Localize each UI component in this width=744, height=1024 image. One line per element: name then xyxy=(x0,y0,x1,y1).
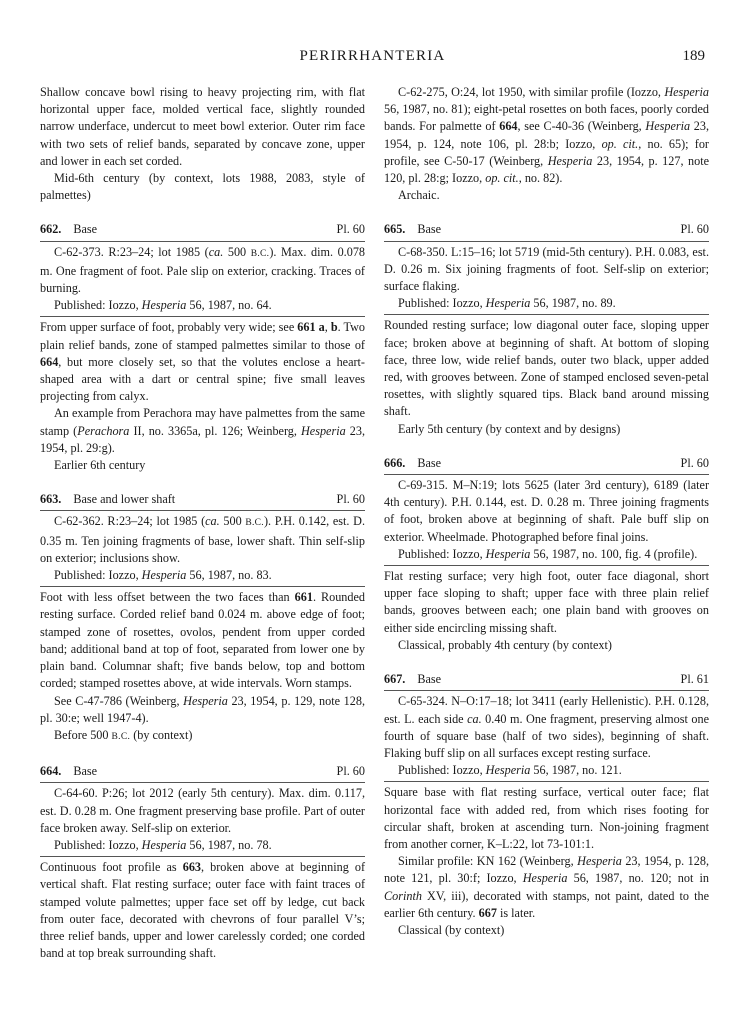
entry-heading-662 xyxy=(40,221,365,238)
description-text: Foot with less offset between the two faces than 661. Rounded resting surface. Corded relief band 0.024 m. above edge of foot; stamped zone of rosettes, ovolos, pendent from upper corded band; additional band at top of foot, separated from lower one by plain band. Columnar shaft; five bands below, top and bottom corded; stamped rosettes above, at wide intervals. Worn stamps. xyxy=(40,590,365,691)
entry-rule xyxy=(40,586,365,587)
entry-title: Base and lower shaft xyxy=(73,492,176,507)
plate-ref: Pl. 60 xyxy=(336,222,365,237)
entry-rule xyxy=(384,241,709,242)
entry-heading-663 xyxy=(40,491,365,508)
inventory-text: C-68-350. L:15–16; lot 5719 (mid-5th century). P.H. 0.083, est. D. 0.26 m. Six joining fragments of foot. Self-slip on exterior; surface flaking. xyxy=(384,244,709,294)
entry-rule xyxy=(384,690,709,691)
entry-title: Base xyxy=(417,222,442,237)
entry-heading-666 xyxy=(384,455,709,472)
entry-rule xyxy=(384,781,709,782)
entry-rule xyxy=(40,241,365,242)
description-text: Rounded resting surface; low diagonal outer face, sloping upper face; broken above at beginning of shaft. At bottom of sloping face, three low, wide relief bands, outer two black, upper added red, with grooves between. Zone of stamped enclosed seven-petal rosettes, with slightly squared tips. Black band around missing shaft. xyxy=(384,318,709,419)
date-text: Early 5th century (by context and by designs) xyxy=(398,421,621,436)
entry-title: Base xyxy=(417,455,442,470)
entry-rule xyxy=(384,565,709,566)
publication-ref: Published: Iozzo, Hesperia 56, 1987, no. 89. xyxy=(398,296,616,311)
inventory-text: C-62-362. R:23–24; lot 1985 (ca. 500 B.C.). P.H. 0.142, est. D. 0.35 m. Ten joining fragments of base, lower shaft. Thin self-slip on exterior; inclusions show. xyxy=(40,514,365,565)
inventory-text: C-65-324. N–O:17–18; lot 3411 (early Hellenistic). P.H. 0.128, est. L. each side ca. 0.40 m. One fragment, preserving almost one fourth of square base (half of two sides), beginning of shaft. Flaking buff slip on all surfaces except resting surface. xyxy=(384,694,709,760)
date-text: Classical (by context) xyxy=(398,922,505,937)
entry-heading-667 xyxy=(384,671,709,688)
entry-heading-664 xyxy=(40,763,365,780)
date-text: Archaic. xyxy=(398,188,440,203)
entry-rule xyxy=(40,510,365,511)
inventory-text: C-64-60. P:26; lot 2012 (early 5th century). Max. dim. 0.117, est. D. 0.28 m. One fragment preserving base profile. Part of outer face broken away. Self-slip on exterior. xyxy=(40,786,365,835)
inventory-text: C-62-373. R:23–24; lot 1985 (ca. 500 B.C.). Max. dim. 0.078 m. One fragment of foot. Pale slip on exterior, cracking. Traces of burning. xyxy=(40,244,366,296)
publication-ref: Published: Iozzo, Hesperia 56, 1987, no. 64. xyxy=(54,298,272,313)
publication-ref: Published: Iozzo, Hesperia 56, 1987, no. 121. xyxy=(398,763,622,778)
entry-title: Base xyxy=(417,672,442,687)
entry-title: Base xyxy=(73,764,98,779)
description-text: From upper surface of foot, probably very wide; see 661 a, b. Two plain relief bands, zone of stamped palmettes similar to those of 664, but more closely set, so that the volutes enclose a heart-shaped area with a dart or central spine; five small leaves projecting from calyx. xyxy=(40,320,365,404)
date-text: Before 500 B.C. (by context) xyxy=(54,727,193,742)
entry-number: 663. xyxy=(40,492,62,507)
continued-text: C-62-275, O:24, lot 1950, with similar profile (Iozzo, Hesperia 56, 1987, no. 81); eight-petal rosettes on both faces, poorly corded bands. For palmette of 664, see C-40-36 (Weinberg, Hesperia 23, 1954, p. 124, note 106, pl. 28:b; Iozzo, op. cit., no. 65); for profile, see C-50-17 (Weinberg, Hesperia 23, 1954, p. 127, note 120, pl. 28:g; Iozzo, op. cit., no. 82). xyxy=(384,85,710,186)
entry-number: 667. xyxy=(384,672,406,687)
entry-rule xyxy=(40,856,365,857)
entry-rule xyxy=(384,474,709,475)
page-header xyxy=(40,48,705,70)
comparison-text: An example from Perachora may have palmettes from the same stamp (Perachora II, no. 3365a, pl. 126; Weinberg, Hesperia 23, 1954, pl. 29:g). xyxy=(40,406,365,455)
see-also-text: See C-47-786 (Weinberg, Hesperia 23, 1954, p. 129, note 128, pl. 30:e; well 1947-4). xyxy=(40,693,365,725)
entry-number: 666. xyxy=(384,455,406,470)
entry-number: 665. xyxy=(384,222,406,237)
entry-heading-665 xyxy=(384,221,709,238)
page-number: 189 xyxy=(682,48,705,64)
entry-rule xyxy=(40,316,365,317)
right-column xyxy=(384,84,709,939)
similar-profile-text: Similar profile: KN 162 (Weinberg, Hesperia 23, 1954, p. 128, note 121, pl. 30:f; Iozzo, Hesperia 56, 1987, no. 120; not in Corinth XV, iii), decorated with stamps, not paint, dated to the earlier 6th century. 667 is later. xyxy=(384,854,709,920)
publication-ref: Published: Iozzo, Hesperia 56, 1987, no. 100, fig. 4 (profile). xyxy=(398,546,698,561)
entry-title: Base xyxy=(73,222,98,237)
date-text: Classical, probably 4th century (by context) xyxy=(398,637,612,652)
publication-ref: Published: Iozzo, Hesperia 56, 1987, no. 78. xyxy=(54,837,272,852)
plate-ref: Pl. 60 xyxy=(680,455,709,470)
intro-description: Shallow concave bowl rising to heavy projecting rim, with flat horizontal upper face, molded vertical face, slightly rounded narrow underface, undercut to meet bowl exterior. Outer rim face with two sets of relief bands, separated by concave zone, upper and lower in each set corded. xyxy=(40,85,365,168)
left-column xyxy=(40,84,365,962)
intro-date: Mid-6th century (by context, lots 1988, 2083, style of palmettes) xyxy=(40,171,365,203)
description-text: Flat resting surface; very high foot, outer face diagonal, short upper face sloping to shaft; upper face with three plain relief bands, grooves between each; one plain band with grooves on either side encircling missing shaft. xyxy=(384,569,709,635)
entry-rule xyxy=(40,782,365,783)
entry-number: 664. xyxy=(40,764,62,779)
plate-ref: Pl. 61 xyxy=(680,672,709,687)
entry-number: 662. xyxy=(40,222,62,237)
plate-ref: Pl. 60 xyxy=(336,492,365,507)
running-title: PERIRRHANTERIA xyxy=(299,48,446,64)
entry-rule xyxy=(384,314,709,315)
description-text: Continuous foot profile as 663, broken above at beginning of vertical shaft. Flat resting surface; outer face with faint traces of stamped volute palmettes; upper face set off by ledge, cut back from outer face, decorated with chevrons of four parallel V’s; three relief bands, upper and lower carelessly corded; one corded band at top break surrounding shaft. xyxy=(40,860,366,961)
plate-ref: Pl. 60 xyxy=(680,222,709,237)
description-text: Square base with flat resting surface, vertical outer face; flat horizontal face with added red, from which rises footing for circular shaft, broken at ascending turn. Non-joining fragment from another corner, K–L:22, lot 73-101:1. xyxy=(384,785,709,851)
plate-ref: Pl. 60 xyxy=(336,764,365,779)
date-text: Earlier 6th century xyxy=(54,458,146,473)
publication-ref: Published: Iozzo, Hesperia 56, 1987, no. 83. xyxy=(54,568,272,583)
inventory-text: C-69-315. M–N:19; lots 5625 (later 3rd century), 6189 (later 4th century). P.H. 0.144, est. D. 0.28 m. Three joining fragments of foot, broken above at beginning of shaft. Pale buff slip on exterior. Wheelmade. Photographed before final joins. xyxy=(384,478,709,544)
